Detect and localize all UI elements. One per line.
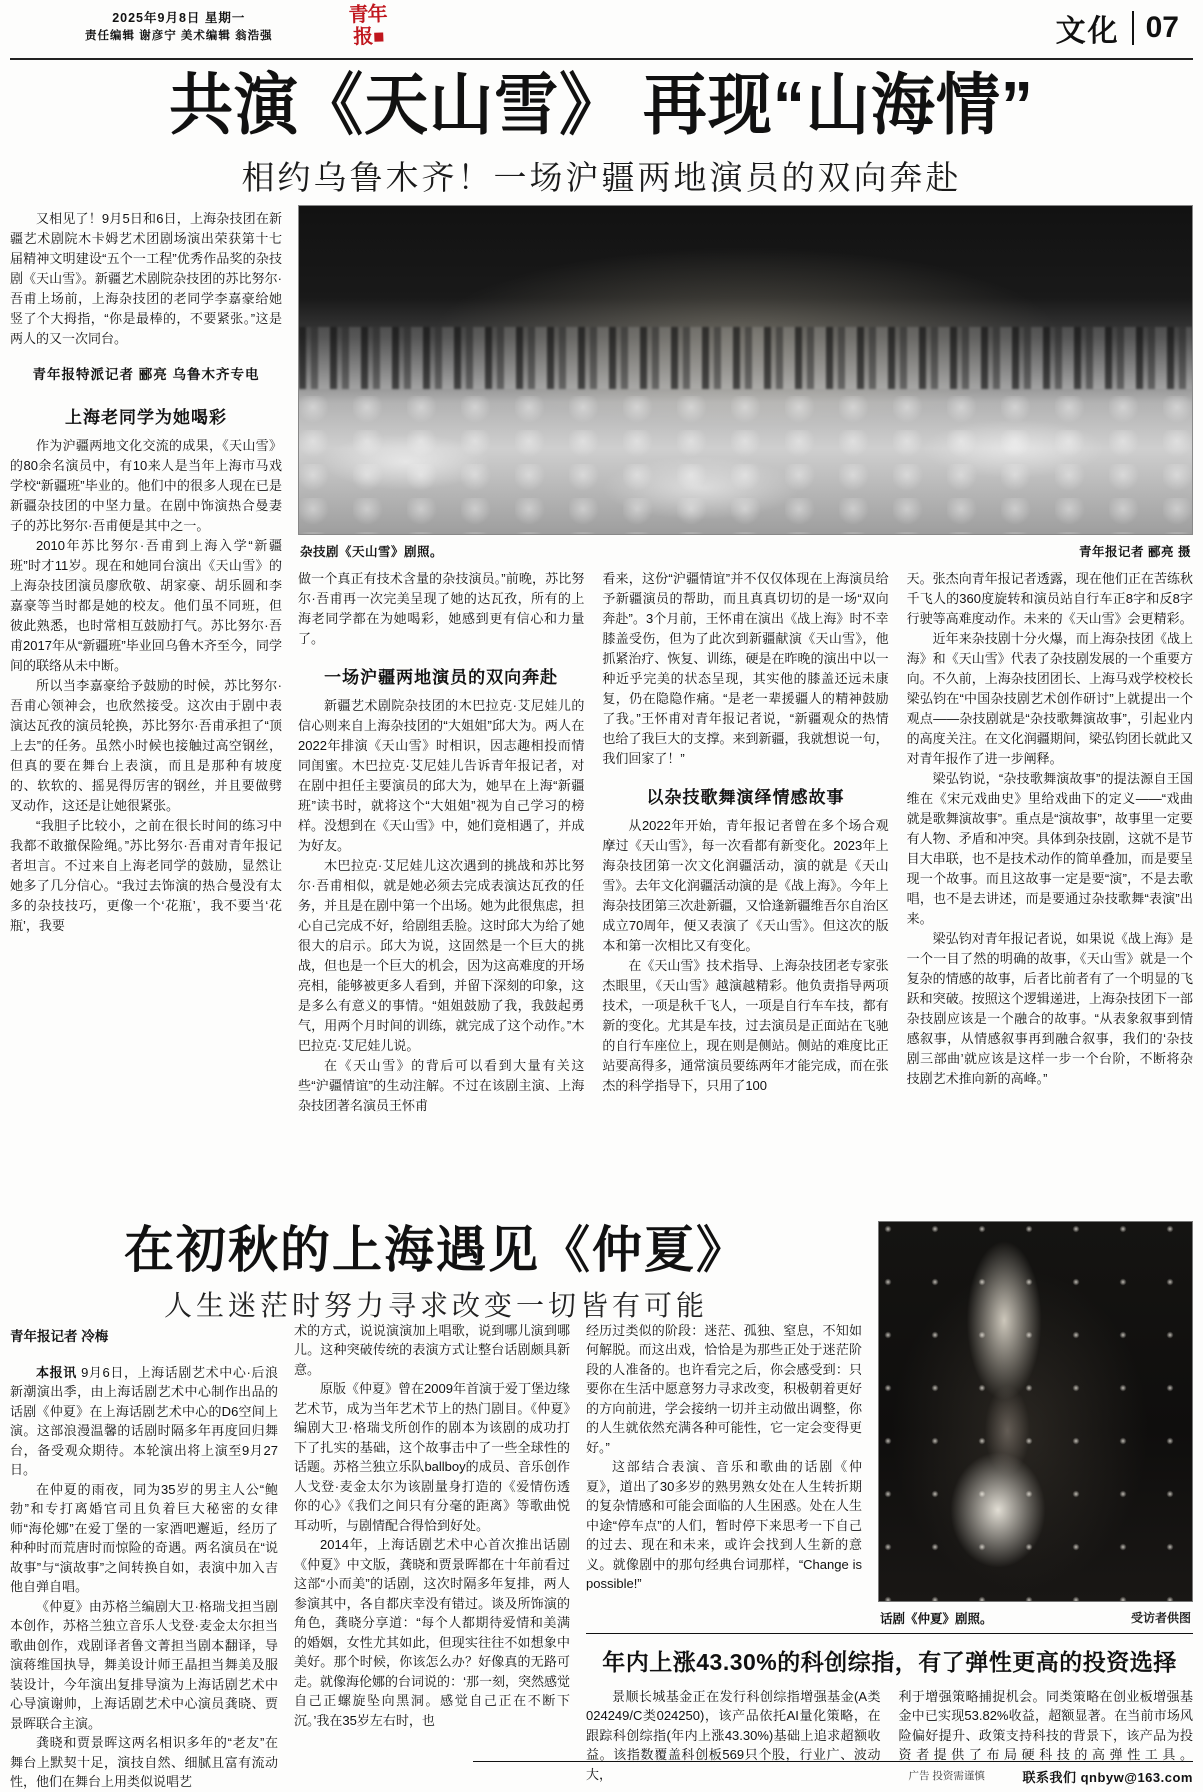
paragraph: 从2022年开始，青年报记者曾在多个场合观摩过《天山雪》，每一次看都有新变化。2023年上海杂技团第一次文化润疆活动，演的就是《天山雪》。去年文化润疆活动演的是《战上海》。今年上海杂技团第三次赴新疆，又恰逢新疆维吾尔自治区成立70周年，便又表演了《天山雪》。但这次的版本和第一次相比又有变化。 bbox=[602, 817, 889, 953]
article2-grid bbox=[10, 1221, 1193, 1792]
ad-disclaimer: 广告 投资需谨慎 bbox=[908, 1769, 985, 1782]
photo2-credit: 受访者供图 bbox=[1130, 1611, 1191, 1626]
paragraph: 新疆艺术剧院杂技团的木巴拉克·艾尼娃儿的信心则来自上海杂技团的“大姐姐”邱大为。两人在2022年排演《天山雪》时相识，因志趣相投而情同闺蜜。木巴拉克·艾尼娃儿告诉青年报记者，对在剧中担任主要演员的邱大为，她早在上海“新疆班”读书时，就将这个“大姐姐”视为自己学习的榜样。没想到在《天山雪》中，她们竟相遇了，并成为好友。 bbox=[298, 697, 585, 853]
paragraph: 在《天山雪》的背后可以看到大量有关这些“沪疆情谊”的生动注解。不过在该剧主演、上海杂技团著名演员王怀甫 bbox=[298, 1057, 585, 1113]
article1-column-2 bbox=[298, 569, 584, 1207]
article2-header bbox=[10, 1221, 862, 1321]
contact-email: 联系我们 qnbyw@163.com bbox=[1022, 1770, 1193, 1785]
article2-photo-region bbox=[878, 1221, 1193, 1629]
paragraph: 2014年，上海话剧艺术中心首次推出话剧《仲夏》中文版，龚晓和贾景晖都在十年前看过这部“小而美”的话剧，这次时隔多年复排，两人参演其中，各自都庆幸没有错过。谈及所饰演的角色，龚晓分享道：“每个人都期待爱情和美满的婚姻，女性尤其如此，但现实往往不如想象中美好。那个时候，你该怎么办？好像真的无路可走。就像海伦娜的台词说的：‘那一刻，突然感觉自己正螺旋坠向黑洞。感觉自己正在不断下沉。’我在35岁左右时，也 bbox=[294, 1537, 570, 1728]
paragraph: 作为沪疆两地文化交流的成果，《天山雪》的80余名演员中，有10来人是当年上海市马戏学校“新疆班”毕业的。他们中的很多人现在已是新疆杂技团的中坚力量。在剧中饰演热合曼妻子的苏比努尔·吾甫便是其中之一。 bbox=[10, 437, 282, 533]
paragraph-text: 9月6日，上海话剧艺术中心·后浪新潮演出季，由上海话剧艺术中心制作出品的话剧《仲夏》在上海话剧艺术中心的D6空间上演。这部浪漫温馨的话剧时隔多年再度回归舞台，备受观众期待。本轮演出将上演至9月27日。 bbox=[10, 1364, 278, 1478]
article2-byline: 青年报记者 冷梅 bbox=[10, 1328, 109, 1344]
photo1-caption-row bbox=[298, 535, 1193, 569]
paragraph: 木巴拉克·艾尼娃儿这次遇到的挑战和苏比努尔·吾甫相似，就是她必须去完成表演达瓦孜的任务，并且是在剧中第一个出场。她为此很焦虑，担心自己完成不好，给剧组丢脸。这时邱大为给了她很大的启示。邱大为说，这固然是一个巨大的挑战，但也是一个巨大的机会，因为这高难度的开场亮相，能够被更多人看到，并留下深刻的印象，这是多么有意义的事情。“姐姐鼓励了我，我鼓起勇气，用两个月时间的训练，就完成了这个动作。”木巴拉克·艾尼娃儿说。 bbox=[298, 857, 585, 1053]
article1-column-4 bbox=[907, 569, 1193, 1207]
contact-footer bbox=[473, 1761, 1193, 1786]
article2-column-1 bbox=[10, 1321, 278, 1792]
paragraph: 看来，这份“沪疆情谊”并不仅仅体现在上海演员给予新疆演员的帮助，而且真真切切的是一场“双向奔赴”。3个月前，王怀甫在演出《战上海》时不幸膝盖受伤，但为了此次到新疆献演《天山雪》，他抓紧治疗、恢复、训练，硬是在昨晚的演出中以一种近乎完美的状态呈现，其实他的膝盖还远未康复，仍在隐隐作痛。“是老一辈援疆人的精神鼓励了我。”王怀甫对青年报记者说，“新疆观众的热情也给了我巨大的支撑。来到新疆，我就想说一句，我们回家了！” bbox=[602, 570, 889, 766]
section-divider bbox=[1132, 11, 1134, 45]
paragraph: 景顺长城基金正在发行科创综指增强基金(A类024249/C类024250)，该产品依托AI量化策略，在跟踪科创综指(年内上涨43.30%)基础上追求超额收益。该指数覆盖科创板569只个股，行业广、波动大， bbox=[586, 1688, 881, 1782]
article-midsummer bbox=[10, 1221, 1193, 1792]
logo-seal-icon bbox=[374, 33, 383, 42]
article2-column-3 bbox=[586, 1321, 862, 1629]
article-tianshan-snow bbox=[10, 67, 1193, 1207]
article1-byline: 青年报特派记者 郦亮 乌鲁木齐专电 bbox=[32, 366, 260, 382]
paragraph: 梁弘钧对青年报记者说，如果说《战上海》是一个一目了然的明确的故事，《天山雪》就是一个复杂的情感的故事，后者比前者有了一个明显的飞跃和突破。按照这个逻辑递进，上海杂技团下一部杂技剧应该是一个融合的故事。“从表象叙事到情感叙事，从情感叙事再到融合叙事，我们的‘杂技剧三部曲’就应该是这样一步一个台阶，不断将杂技剧艺术推向新的高峰。” bbox=[906, 930, 1193, 1086]
newspaper-logo-text: 青年报 bbox=[348, 3, 387, 49]
section-header bbox=[1056, 6, 1179, 50]
confetti-overlay bbox=[879, 1222, 1192, 1601]
paragraph bbox=[10, 1363, 278, 1480]
stage-light-dapple bbox=[299, 396, 1192, 534]
paragraph: 梁弘钧说，“杂技歌舞演故事”的提法源自王国维在《宋元戏曲史》里给戏曲下的定义——“戏曲就是歌舞演故事”。重点是“演故事”，故事里一定要有人物、矛盾和冲突。具体到杂技剧，这就不是节目大串联，也不是技术动作的简单叠加，而是要呈现一个故事。而且这故事一定是要“演”，不是去歌唱，也不是去讲述，而是要通过杂技歌舞“表演”出来。 bbox=[906, 770, 1193, 926]
tianshan-snow-stage-photo bbox=[298, 205, 1193, 535]
paragraph: 这部结合表演、音乐和歌曲的话剧《仲夏》，道出了30多岁的熟男熟女处在人生转折期的复杂情感和可能会面临的人生困惑。处在人生中途“停车点”的人们，暂时停下来思考一下自己的过去、现在和未来，或许会找到人生新的意义。就像剧中的那句经典台词那样，“Change is possible!” bbox=[586, 1459, 862, 1592]
section-heading-2: 一场沪疆两地演员的双向奔赴 bbox=[324, 667, 559, 687]
photo2-caption: 话剧《仲夏》剧照。 bbox=[880, 1611, 993, 1626]
paragraph: 2010年苏比努尔·吾甫到上海入学“新疆班”时才11岁。现在和她同台演出《天山雪》的上海杂技团演员廖欣敬、胡家豪、胡乐圆和李嘉豪等当时都是她的校友。他们虽不同班，但彼此熟悉，也时常相互鼓励打气。苏比努尔·吾甫2017年从“新疆班”毕业回乌鲁木齐至今，同学间的联络从未中断。 bbox=[10, 537, 282, 673]
paragraph: 术的方式，说说演演加上唱歌，说到哪儿演到哪儿。这种突破传统的表演方式让整台话剧颇具新意。 bbox=[294, 1322, 570, 1377]
paragraph: “我胆子比较小，之前在很长时间的练习中我都不敢撤保险绳。”苏比努尔·吾甫对青年报记者坦言。不过来自上海老同学的鼓励，显然让她多了几分信心。“我过去饰演的热合曼没有太多的杂技技巧，更像一个‘花瓶’，我不要当‘花瓶’，我要 bbox=[10, 817, 282, 933]
article1-lede bbox=[10, 209, 282, 349]
article2-title: 在初秋的上海遇见《仲夏》 bbox=[124, 1221, 748, 1278]
article1-subtitle: 相约乌鲁木齐！一场沪疆两地演员的双向奔赴 bbox=[241, 158, 962, 196]
newspaper-logo bbox=[339, 3, 397, 53]
photo2-caption-row bbox=[878, 1602, 1193, 1629]
masthead bbox=[10, 0, 1193, 60]
article1-right-region bbox=[298, 205, 1193, 1207]
paragraph: 经历过类似的阶段：迷茫、孤独、窒息，不知如何解脱。而这出戏，恰恰是为那些正处于迷茫阶段的人准备的。也许看完之后，你会感受到：只要你在生活中愿意努力寻求改变，积极朝着更好的方向前进，学会接纳一切并主动做出调整，你的人生就依然充满各种可能性，它一定会变得更好。” bbox=[586, 1322, 862, 1455]
paragraph: 天。张杰向青年报记者透露，现在他们正在苦练秋千飞人的360度旋转和演员站自行车正8字和反8字行驶等高难度动作。未来的《天山雪》会更精彩。 bbox=[906, 570, 1193, 626]
page-number: 07 bbox=[1145, 11, 1179, 44]
ad-title: 年内上涨43.30%的科创综指，有了弹性更高的投资选择 bbox=[602, 1648, 1177, 1675]
paragraph: 所以当李嘉豪给予鼓励的时候，苏比努尔·吾甫心领神会，也欣然接受。这次由于剧中表演达瓦孜的演员轮换，苏比努尔·吾甫承担了“顶上去”的任务。虽然小时候也接触过高空钢丝，但真的要在舞台上表演，而且是那种有坡度的、软软的、摇晃得厉害的钢丝，并且要做劈叉动作，这还是让她很紧张。 bbox=[10, 677, 282, 813]
ad-text: 利于增强策略捕捉机会。同类策略在创业板增强基金中已实现53.82%收益，超额显著。在当前市场风险偏好提升、政策支持科技的背景下，该产品为投资者提供了布局硬科技的高弹性工具。 bbox=[898, 1688, 1193, 1763]
news-lead-label: 本报讯 bbox=[36, 1364, 77, 1380]
photo1-credit: 青年报记者 郦亮 摄 bbox=[1079, 544, 1191, 559]
lede-paragraph: 又相见了！9月5日和6日，上海杂技团在新疆艺术剧院木卡姆艺术团剧场演出荣获第十七届精神文明建设“五个一工程”优秀作品奖的杂技剧《天山雪》。新疆艺术剧院杂技团的苏比努尔·吾甫上场前，上海杂技团的老同学李嘉豪给她竖了个大拇指，“你是最棒的，不要紧张。”这是两人的又一次同台。 bbox=[10, 210, 282, 346]
paragraph: 龚晓和贾景晖这两名相识多年的“老友”在舞台上默契十足，演技自然、细腻且富有流动性，他们在舞台上用类似说唱艺 bbox=[10, 1735, 278, 1790]
article2-subtitle: 人生迷茫时努力寻求改变一切皆有可能 bbox=[163, 1289, 708, 1321]
date-line: 2025年9月8日 星期一 bbox=[112, 11, 246, 25]
masthead-meta bbox=[85, 9, 273, 46]
article1-columns bbox=[298, 569, 1193, 1207]
paragraph: 做一个真正有技术含量的杂技演员。”前晚，苏比努尔·吾甫再一次完美呈现了她的达瓦孜，所有的上海老同学都在为她喝彩，她感到更有信心和力量了。 bbox=[298, 570, 585, 646]
midsummer-stage-photo bbox=[878, 1221, 1193, 1602]
paragraph: 在《天山雪》技术指导、上海杂技团老专家张杰眼里，《天山雪》越演越精彩。他负责指导两项技术，一项是秋千飞人，一项是自行车车技，都有新的变化。尤其是车技，过去演员是正面站在飞驰的自行车座位上，现在则是侧站。侧站的难度比正站要高得多，通常演员要练两年才能完成，而在张杰的科学指导下，只用了100 bbox=[602, 957, 889, 1093]
paragraph: 近年来杂技剧十分火爆，而上海杂技团《战上海》和《天山雪》代表了杂技剧发展的一个重要方向。不久前，上海杂技团团长、上海马戏学校校长梁弘钧在“中国杂技剧艺术创作研讨”上就提出一个观点——杂技剧就是“杂技歌舞演故事”，引起业内的高度关注。在文化润疆期间，梁弘钧团长就此又对青年报作了进一步阐释。 bbox=[906, 630, 1193, 766]
article2-column-2 bbox=[294, 1321, 570, 1792]
performers-silhouette bbox=[299, 327, 1192, 389]
paragraph: 在仲夏的雨夜，同为35岁的男主人公“鲍勃”和专打离婚官司且负着巨大秘密的女律师“海伦娜”在爱丁堡的一家酒吧邂逅，经历了种种时而荒唐时而惊险的奇遇。两名演员在“说故事”与“演故事”之间转换自如，表演中加入吉他自弹自唱。 bbox=[10, 1481, 278, 1595]
article1-headline: 共演《天山雪》 再现“山海情” bbox=[169, 67, 1034, 143]
article1-body bbox=[10, 205, 1193, 1207]
paragraph: 原版《仲夏》曾在2009年首演于爱丁堡边缘艺术节，成为当年艺术节上的热门剧目。《仲夏》编剧大卫·格瑞戈所创作的剧本为该剧的成功打下了扎实的基础，这个故事击中了一些全球性的话题。苏格兰独立乐队ballboy的成员、音乐创作人戈登·麦金太尔为该剧量身打造的《爱情伤透你的心》《我们之间只有分毫的距离》等歌曲悦耳动听，与剧情配合得恰到好处。 bbox=[294, 1381, 570, 1533]
section-heading-3: 以杂技歌舞演绎情感故事 bbox=[646, 787, 845, 807]
article1-column-1 bbox=[10, 205, 282, 1207]
editors-line: 责任编辑 谢彦宁 美术编辑 翁浩强 bbox=[85, 30, 273, 43]
section-heading-1: 上海老同学为她喝彩 bbox=[65, 407, 227, 427]
article1-column-3 bbox=[602, 569, 888, 1207]
section-name: 文化 bbox=[1055, 15, 1120, 48]
paragraph: 《仲夏》由苏格兰编剧大卫·格瑞戈担当剧本创作，苏格兰独立音乐人戈登·麦金太尔担当歌曲创作，戏剧译者鲁文菁担当剧本翻译，导演蒋维国执导，舞美设计师王晶担当舞美及服装设计，今年演出复排导演为上海话剧艺术中心导演谢帅，上海话剧艺术中心演员龚晓、贾景晖联合主演。 bbox=[10, 1598, 278, 1731]
photo1-caption: 杂技剧《天山雪》剧照。 bbox=[300, 544, 444, 559]
